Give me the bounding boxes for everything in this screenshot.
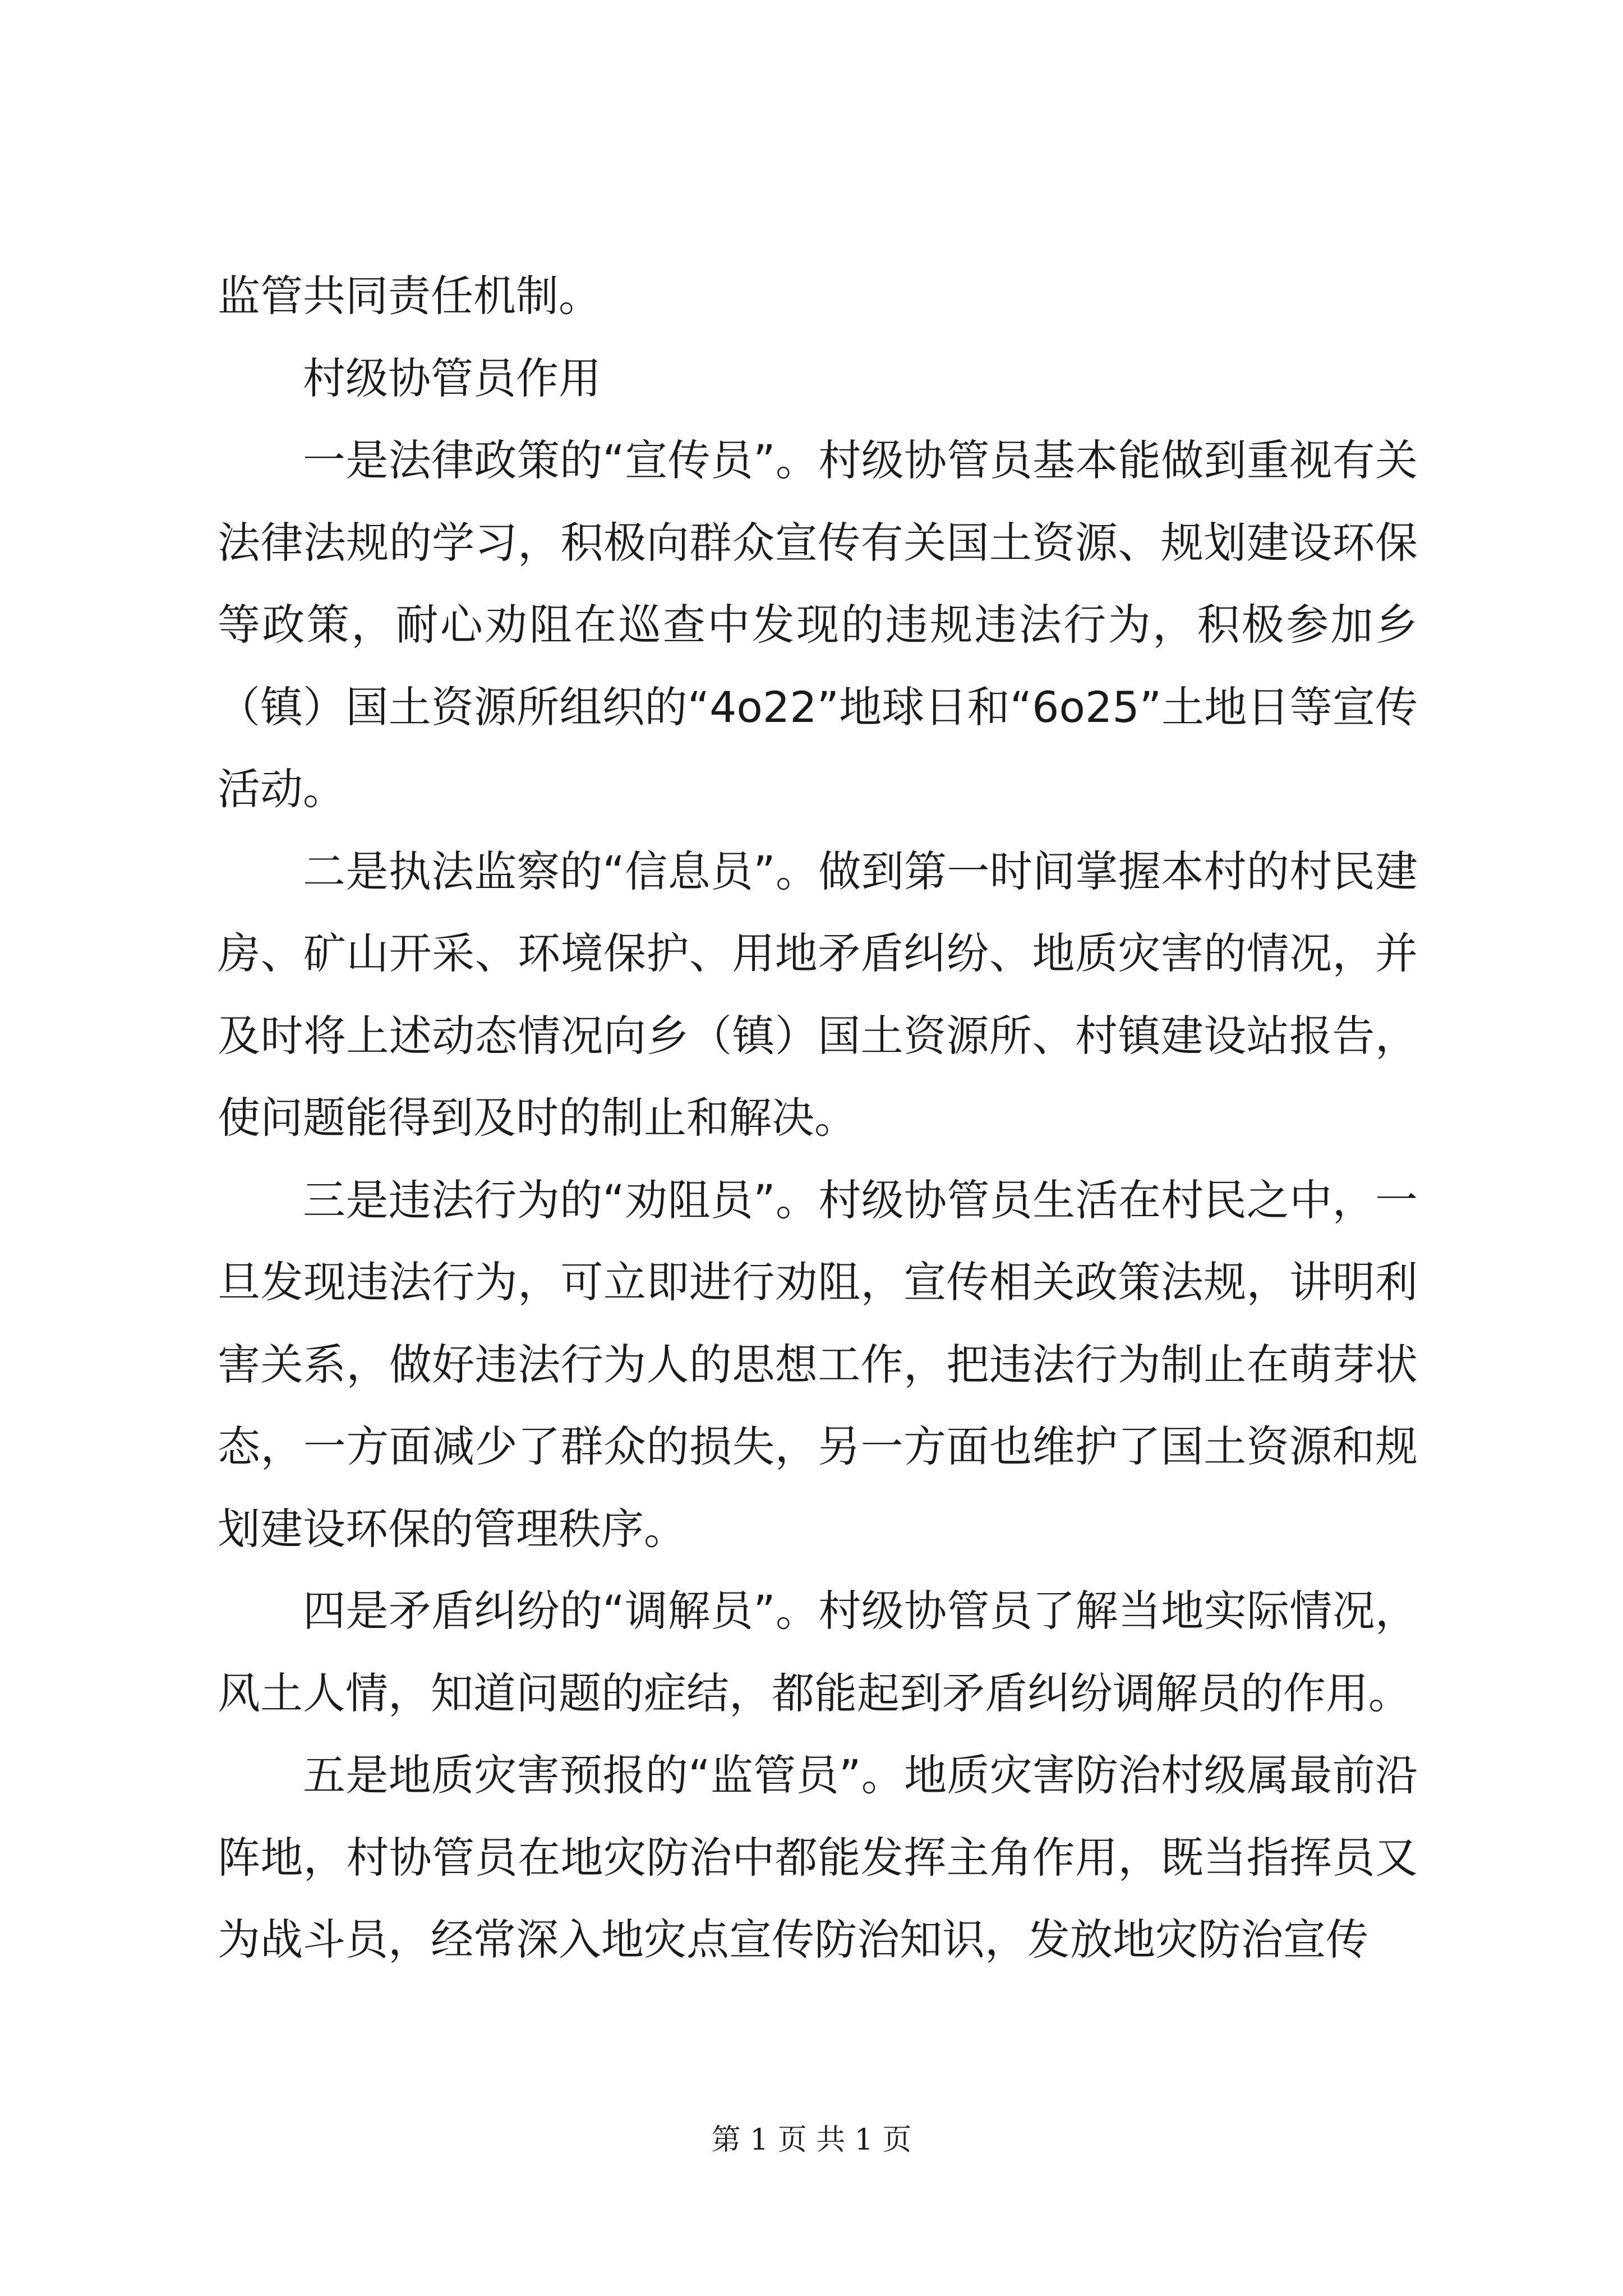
document-body [218,255,1418,1981]
section-heading: 村级协管员作用 [303,353,601,403]
page-footer: 第 1 页 共 1 页 [711,2123,912,2157]
paragraph-propaganda: 一是法律政策的“宣传员”。村级协管员基本能做到重视有关法律法规的学习，积极向群众宣传有关国土资源、规划建设环保等政策，耐心劝阻在巡查中发现的违规违法行为，积极参加乡（镇）国土资源所组织的“4o22”地球日和“6o25”土地日等宣传活动。 [218,435,1418,814]
paragraph-mediation: 四是矛盾纠纷的“调解员”。村级协管员了解当地实际情况，风土人情，知道问题的症结，都能起到矛盾纠纷调解员的作用。 [218,1586,1418,1718]
paragraph-continuation: 监管共同责任机制。 [218,271,601,321]
paragraph-dissuasion: 三是违法行为的“劝阻员”。村级协管员生活在村民之中，一旦发现违法行为，可立即进行劝阻，宣传相关政策法规，讲明利害关系，做好违法行为人的思想工作，把违法行为制止在萌芽状态，一方面减少了群众的损失，另一方面也维护了国土资源和规划建设环保的管理秩序。 [218,1175,1418,1554]
paragraph-supervision: 五是地质灾害预报的“监管员”。地质灾害防治村级属最前沿阵地，村协管员在地灾防治中都能发挥主角作用，既当指挥员又为战斗员，经常深入地灾点宣传防治知识，发放地灾防治宣传 [218,1750,1418,1964]
paragraph-information: 二是执法监察的“信息员”。做到第一时间掌握本村的村民建房、矿山开采、环境保护、用地矛盾纠纷、地质灾害的情况，并及时将上述动态情况向乡（镇）国土资源所、村镇建设站报告，使问题能得到及时的制止和解决。 [218,846,1418,1143]
